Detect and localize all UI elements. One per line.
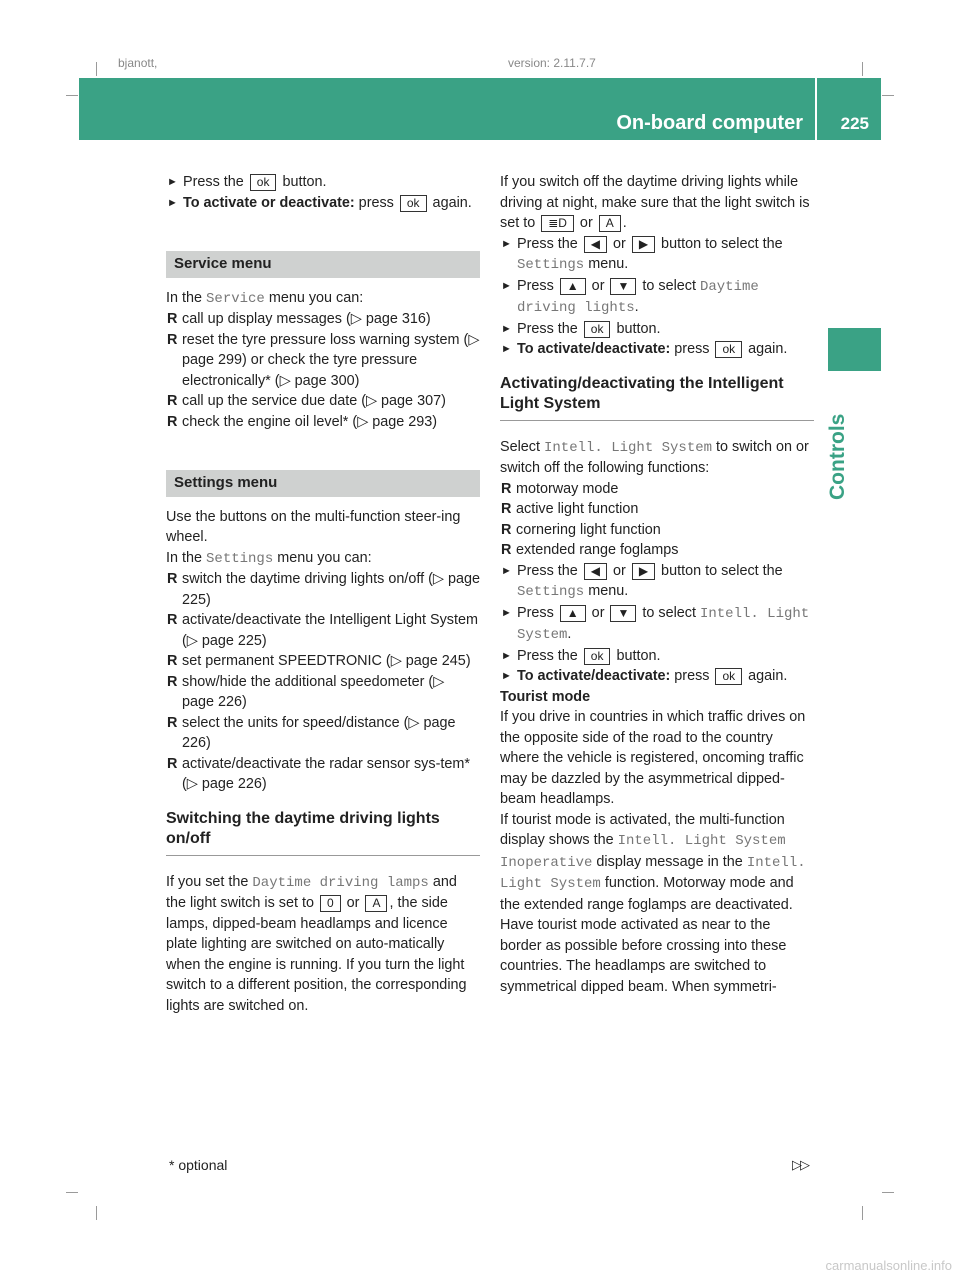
paragraph: Have tourist mode activated as near to the border as possible before crossing into these countries. The headlamps are switched to symmetrical dipped beam. When symmetri- (500, 917, 787, 995)
ok-key: ok (584, 648, 611, 665)
page-title: On-board computer (616, 112, 803, 134)
list-item: R reset the tyre pressure loss warning system (▷ page 299) or check the tyre pressure electronically* (▷ page 300) (167, 331, 480, 389)
paragraph: In the Service menu you can: (166, 289, 364, 307)
subheading-tourist-mode: Tourist mode (500, 688, 591, 705)
instruction-step: ► Press ▲ or ▼ to select Daytime driving lights. (501, 277, 759, 316)
step-arrow-icon: ► (501, 279, 512, 292)
page-header (79, 78, 881, 140)
left-key: ◀ (584, 563, 607, 580)
step-arrow-icon: ► (501, 343, 512, 355)
crop-mark (66, 1192, 78, 1193)
step-arrow-icon: ► (501, 237, 512, 250)
crop-mark (96, 1206, 97, 1220)
right-key: ▶ (632, 563, 655, 580)
list-item: R switch the daytime driving lights on/off (▷ page 225) (167, 571, 480, 608)
step-arrow-icon: ► (501, 322, 512, 335)
list-item: R show/hide the additional speedometer (▷ page 226) (167, 673, 445, 710)
list-item: R activate/deactivate the Intelligent Light System (▷ page 225) (167, 612, 478, 649)
crop-mark (882, 95, 894, 96)
up-key: ▲ (560, 278, 586, 295)
list-item: R call up display messages (▷ page 316) (167, 311, 431, 327)
paragraph: In the Settings menu you can: (166, 549, 372, 567)
list-item: R motorway mode (501, 480, 619, 497)
list-item: R cornering light function (501, 521, 661, 538)
paragraph: If you drive in countries in which traffic drives on the opposite side of the road to the country where the vehicle is registered, oncoming traffic may be dazzled by the asymmetrical dipped-beam headlamps. (500, 709, 806, 807)
ok-key: ok (715, 668, 742, 685)
instruction-step: ► To activate/deactivate: press ok again. (500, 666, 814, 687)
right-column (500, 172, 814, 997)
ok-key: ok (715, 341, 742, 358)
instruction-step: ► Press the ◀ or ▶ button to select the Settings menu. (501, 235, 783, 273)
list-item: R active light function (501, 501, 639, 517)
instruction-step: ► To activate/deactivate: press ok again. (500, 339, 814, 360)
subsection-heading: Activating/deactivating the Intelligent Light System (500, 374, 814, 421)
dipped-beam-key: ≣D (541, 215, 574, 232)
instruction-step: ► To activate or deactivate: press ok again. (166, 193, 480, 214)
section-heading-service: Service menu (166, 251, 480, 278)
ok-key: ok (250, 174, 277, 191)
instruction-step: ► Press the ok button. (166, 172, 480, 193)
crop-mark (862, 1206, 863, 1220)
step-arrow-icon: ► (501, 606, 512, 619)
section-heading-settings: Settings menu (166, 470, 480, 497)
paragraph: If you switch off the daytime driving lights while driving at night, make sure that the light switch is set to ≣D or A . (500, 174, 810, 231)
ok-key: ok (400, 195, 427, 212)
list-item: R select the units for speed/distance (▷ page 226) (167, 714, 456, 751)
instruction-step: ► Press the ◀ or ▶ button to select the Settings menu. (501, 562, 783, 600)
side-section-label: Controls (826, 413, 849, 500)
list-item: R set permanent SPEEDTRONIC (▷ page 245) (167, 653, 471, 669)
right-key: ▶ (632, 236, 655, 253)
crop-mark (66, 95, 78, 96)
subsection-heading: Switching the daytime driving lights on/off (166, 809, 480, 856)
paragraph: If tourist mode is activated, the multi-function display shows the Intell. Light System Inoperative display message in the Intell. Light System function. Motorway mode and the extended range foglamps are deactivated. (500, 811, 806, 913)
list-item: R activate/deactivate the radar sensor sys-tem* (▷ page 226) (167, 755, 470, 792)
left-key: ◀ (584, 236, 607, 253)
step-arrow-icon: ► (501, 649, 512, 662)
light-switch-auto-key: A (599, 215, 621, 232)
crop-mark (862, 62, 863, 76)
continue-arrow-icon: ▷▷ (792, 1157, 808, 1172)
step-arrow-icon: ► (167, 196, 178, 209)
crop-mark (96, 62, 97, 76)
step-arrow-icon: ► (167, 176, 178, 188)
ok-key: ok (584, 321, 611, 338)
watermark: carmanualsonline.info (825, 1258, 952, 1273)
list-item: R check the engine oil level* (▷ page 293) (167, 413, 438, 430)
instruction-step: ► Press the ok button. (500, 646, 814, 667)
crop-mark (882, 1192, 894, 1193)
list-item: R extended range foglamps (501, 542, 679, 558)
left-column (166, 172, 480, 1016)
light-switch-off-key: 0 (320, 895, 341, 912)
footnote-optional: * optional (169, 1157, 228, 1173)
light-switch-auto-key: A (365, 895, 387, 912)
list-item: R call up the service due date (▷ page 307) (167, 393, 446, 409)
up-key: ▲ (560, 605, 586, 622)
print-mark-left: bjanott, (118, 56, 158, 70)
instruction-step: ► Press the ok button. (500, 319, 814, 340)
down-key: ▼ (610, 278, 636, 295)
step-arrow-icon: ► (501, 670, 512, 682)
step-arrow-icon: ► (501, 564, 512, 577)
instruction-step: ► Press ▲ or ▼ to select Intell. Light System. (501, 604, 810, 643)
page-number: 225 (840, 114, 869, 133)
header-divider (815, 78, 817, 140)
paragraph: Select Intell. Light System to switch on or switch off the following functions: (500, 438, 809, 476)
print-mark-right: version: 2.11.7.7 (508, 56, 596, 70)
paragraph: Use the buttons on the multi-function steer-ing wheel. (166, 508, 461, 545)
down-key: ▼ (610, 605, 636, 622)
paragraph: If you set the Daytime driving lamps and the light switch is set to 0 or A , the side lamps, dipped-beam headlamps and licence plate lighting are switched on auto-matically when the engine is running. If you turn the light switch to a different position, the corresponding lights are switched on. (166, 873, 467, 1014)
side-tab (828, 328, 881, 371)
